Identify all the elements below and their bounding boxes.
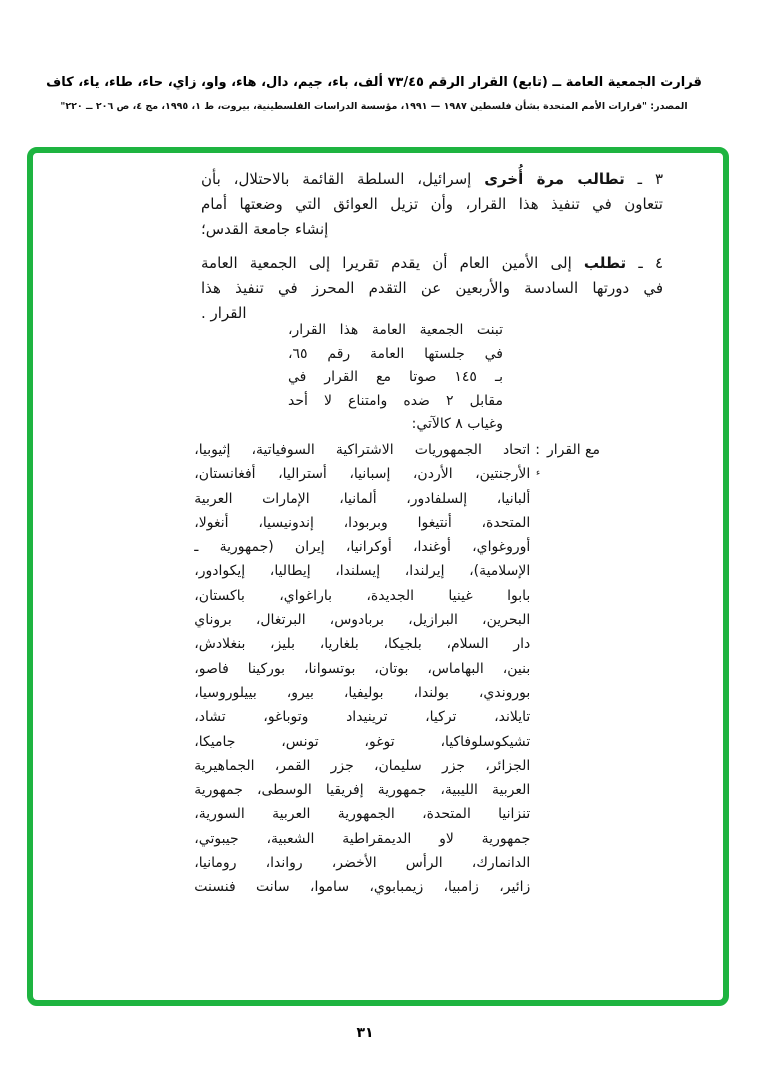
- bold-text-segment: تطلب: [583, 254, 627, 272]
- text-segment: القرار .: [201, 304, 247, 322]
- text-line: [201, 192, 663, 217]
- text-line: [288, 390, 503, 414]
- text-line: [194, 851, 530, 875]
- bold-text-segment: تطالب مرة أُخرى: [484, 170, 625, 188]
- text-segment: بابوا غينيا الجديدة، باراغواي، باكستان،: [194, 587, 531, 604]
- text-line: [194, 875, 530, 899]
- text-line: [194, 462, 530, 486]
- text-line: [288, 319, 503, 343]
- vote-record: [194, 438, 600, 900]
- text-segment: ألبانيا، إلسلفادور، ألمانيا، الإمارات العربية: [194, 490, 531, 507]
- text-line: [194, 754, 530, 778]
- text-line: [288, 343, 503, 367]
- vote-label-colon: :: [535, 442, 540, 458]
- vote-with-country-list: [194, 438, 530, 900]
- text-line: [194, 802, 530, 826]
- text-segment: بنين، البهاماس، بوتان، بوتسوانا، بوركينا فاصو،: [194, 660, 531, 677]
- text-line: [201, 276, 663, 301]
- text-line: [194, 487, 530, 511]
- source-citation: المصدر: "قرارات الأمم المتحدة بشأن فلسطين ١٩٨٧ — ١٩٩١، مؤسسة الدراسات الفلسطينية، بيروت، ط ١، ١٩٩٥، مج ٤، ص ٢٠٦ ــ ٢٢٠": [60, 101, 688, 112]
- text-line: [194, 705, 530, 729]
- margin-hamza-mark: ء: [536, 468, 541, 478]
- text-line: [194, 657, 530, 681]
- text-segment: إلى الأمين العام أن يقدم تقريرا إلى الجمعية العامة: [201, 254, 584, 272]
- text-segment: البحرين، البرازيل، بربادوس، البرتغال، بروناي: [194, 612, 531, 629]
- text-segment: تبنت الجمعية العامة هذا القرار،: [288, 322, 503, 338]
- text-segment: تنزانيا المتحدة، الجمهورية العربية السورية،: [194, 806, 531, 823]
- text-segment: الأرجنتين، الأردن، إسبانيا، أستراليا، أفغانستان،: [194, 466, 531, 483]
- text-segment: تايلاند، تركيا، ترينيداد وتوباغو، تشاد،: [194, 709, 531, 726]
- text-line: [201, 167, 663, 192]
- text-line: [194, 559, 530, 583]
- text-line: [194, 511, 530, 535]
- text-segment: تتعاون في تنفيذ هذا القرار، وأن تزيل العوائق التي وضعتها أمام: [201, 195, 663, 213]
- text-segment: مقابل ٢ ضده وامتناع لا أحد: [288, 392, 503, 409]
- text-line: [194, 438, 530, 462]
- text-line: [288, 413, 503, 437]
- page-number: ٣١: [356, 1025, 374, 1041]
- text-segment: تشيكوسلوفاكيا، توغو، تونس، جاميكا،: [194, 733, 531, 750]
- clause-3-paragraph: [201, 167, 663, 242]
- text-segment: بـ ١٤٥ صوتا مع القرار في: [288, 369, 503, 385]
- text-line: [194, 778, 530, 802]
- text-line: [194, 730, 530, 754]
- text-segment: وغياب ٨ كالآتي:: [411, 416, 503, 432]
- text-segment: إنشاء جامعة القدس؛: [201, 220, 329, 238]
- text-segment: المتحدة، أنتيغوا وبربودا، إندونيسيا، أنغولا،: [194, 514, 531, 531]
- text-line: [194, 632, 530, 656]
- text-segment: دار السلام، بلجيكا، بلغاريا، بليز، بنغلادش،: [194, 636, 531, 653]
- text-segment: زائير، زامبيا، زيمبابوي، ساموا، سانت فنسنت: [194, 879, 531, 896]
- text-segment: الإسلامية)، إيرلندا، إيسلندا، إيطاليا، إيكوادور،: [194, 563, 531, 580]
- text-segment: في دورتها السادسة والأربعين عن التقدم المحرز في تنفيذ هذا: [201, 279, 663, 297]
- clause-4-paragraph: [201, 251, 663, 326]
- text-line: [201, 251, 663, 276]
- text-line: [194, 608, 530, 632]
- text-segment: جمهورية لاو الديمقراطية الشعبية، جيبوتي،: [194, 830, 531, 847]
- text-segment: العربية الليبية، جمهورية إفريقيا الوسطى، جمهورية: [194, 782, 531, 799]
- text-segment: بوروندي، بولندا، بوليفيا، بيرو، بييلوروسيا،: [194, 684, 531, 701]
- text-line: [201, 217, 663, 242]
- text-line: [288, 366, 503, 390]
- adoption-note: [288, 319, 503, 437]
- text-segment: ٤ ـ: [626, 254, 663, 272]
- text-segment: في جلستها العامة رقم ٦٥،: [288, 345, 503, 362]
- text-line: [194, 584, 530, 608]
- text-segment: أوروغواي، أوغندا، أوكرانيا، إيران (جمهورية ـ: [194, 539, 531, 556]
- text-segment: إسرائيل، السلطة القائمة بالاحتلال، بأن: [201, 170, 485, 188]
- text-line: [194, 827, 530, 851]
- text-segment: ٣ ـ: [624, 170, 663, 188]
- page-title: قرارت الجمعية العامة ــ (تابع) القرار الرقم ٧٣/٤٥ ألف، باء، جيم، دال، هاء، واو، زاي، حاء، طاء، ياء، كاف: [46, 75, 702, 90]
- vote-with-label: مع القرار: [546, 442, 600, 458]
- text-segment: اتحاد الجمهوريات الاشتراكية السوفياتية، إثيوبيا،: [194, 442, 531, 458]
- text-line: [194, 535, 530, 559]
- text-segment: الدانمارك، الرأس الأخضر، رواندا، رومانيا،: [194, 855, 531, 872]
- text-line: [194, 681, 530, 705]
- text-segment: الجزائر، جزر سليمان، جزر القمر، الجماهيرية: [194, 757, 531, 774]
